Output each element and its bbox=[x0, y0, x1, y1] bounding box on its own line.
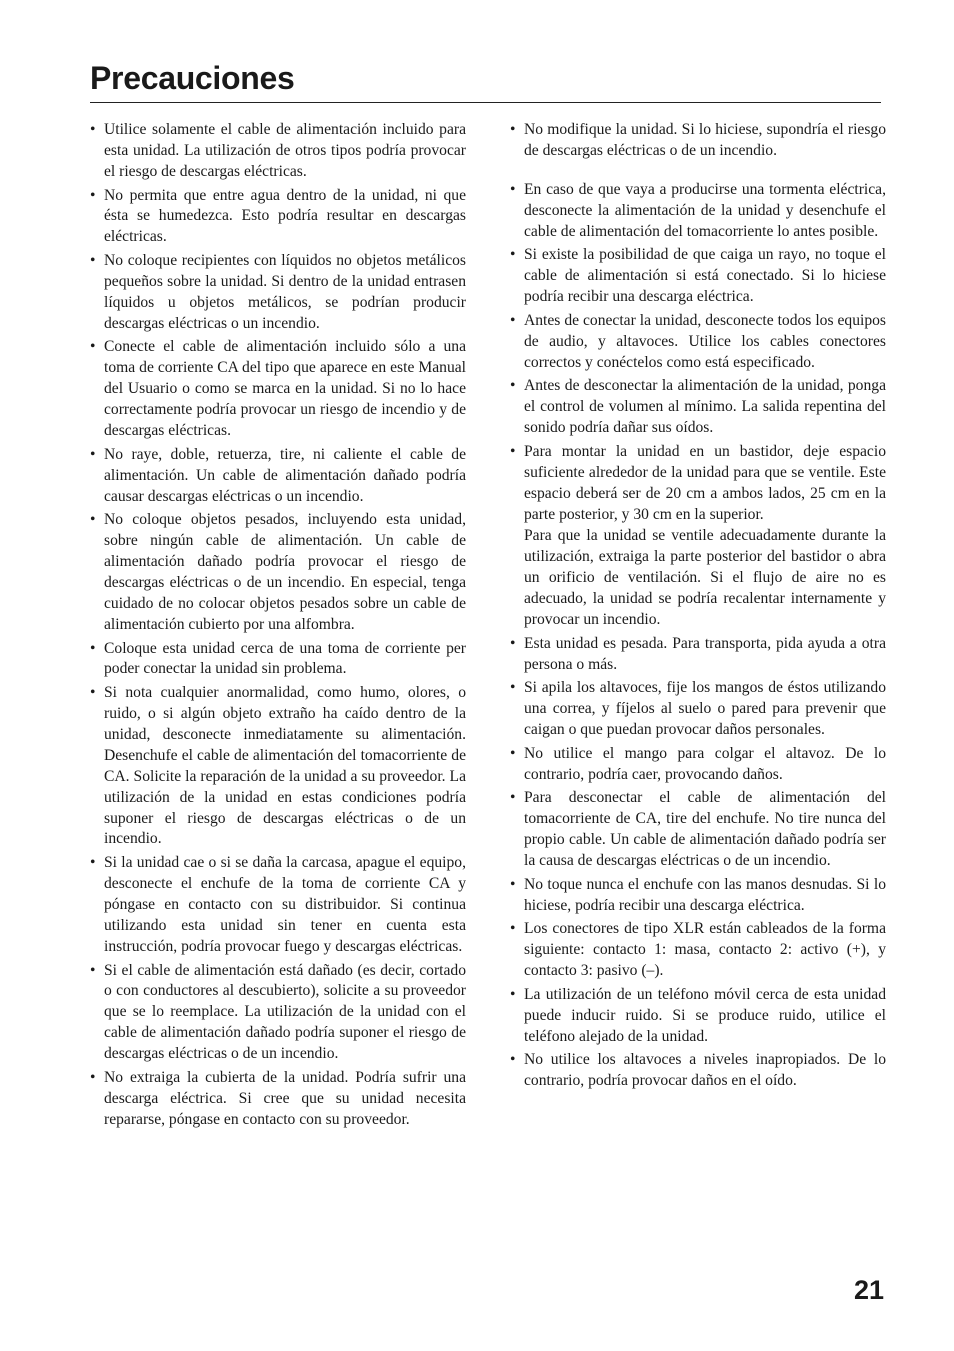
list-item-text: Para que la unidad se ventile adecuadamente durante la utilización, extraiga la parte posterior del bastidor o abra un orificio de ventilación. Si el flujo de aire no es adecuado, la unidad se podría recalentar internamente y provocar un incendio. bbox=[524, 527, 886, 628]
list-item-text: Coloque esta unidad cerca de una toma de corriente per poder conectar la unidad sin problema. bbox=[104, 639, 466, 678]
list-item-text: No modifique la unidad. Si lo hiciese, supondría el riesgo de descargas eléctricas o de un incendio. bbox=[524, 121, 886, 159]
left-column bbox=[90, 120, 466, 1133]
bullet-icon: • bbox=[510, 121, 516, 138]
list-item-continuation bbox=[510, 526, 886, 631]
list-item-text: Si existe la posibilidad de que caiga un rayo, no toque el cable de alimentación si está conectado. Si lo hiciese podría recibir una descarga eléctrica. bbox=[524, 246, 886, 306]
list-item bbox=[90, 251, 466, 335]
list-item bbox=[510, 875, 886, 917]
list-item bbox=[510, 376, 886, 439]
bullet-icon: • bbox=[510, 180, 516, 198]
bullet-icon: • bbox=[510, 442, 516, 460]
list-item bbox=[90, 961, 466, 1066]
list-item-text: No permita que entre agua dentro de la unidad, ni que ésta se humedezca. Esto podría resultar en descargas eléctricas. bbox=[104, 186, 466, 246]
list-item-text: No raye, doble, retuerza, tire, ni caliente el cable de alimentación. Un cable de alimentación dañado podría causar descargas eléctricas o un incendio. bbox=[104, 445, 466, 505]
bullet-icon: • bbox=[90, 684, 96, 702]
title-divider bbox=[90, 102, 881, 103]
bullet-icon: • bbox=[510, 311, 516, 329]
list-item-text: Si el cable de alimentación está dañado (es decir, cortado o con conductores al descubierto), solicite a su proveedor que se lo reemplace. La utilización de la unidad con el cable de alimentación dañado podría suponer el riesgo de descargas eléctricas o de un incendio. bbox=[104, 961, 466, 1063]
list-item bbox=[510, 442, 886, 526]
bullet-icon: • bbox=[510, 634, 516, 652]
list-item bbox=[90, 1068, 466, 1131]
bullet-icon: • bbox=[90, 1068, 96, 1086]
page-number: 21 bbox=[853, 1275, 884, 1305]
bullet-icon: • bbox=[90, 186, 96, 204]
bullet-icon: • bbox=[90, 854, 96, 872]
bullet-icon: • bbox=[510, 875, 516, 893]
bullet-icon: • bbox=[90, 252, 96, 270]
bullet-icon: • bbox=[90, 338, 96, 356]
list-item-text: En caso de que vaya a producirse una tormenta eléctrica, desconecte la alimentación de la unidad y desenchufe el cable de alimentación del tomacorriente lo antes posible. bbox=[524, 180, 886, 240]
list-item-text: Antes de conectar la unidad, desconecte todos los equipos de audio, y altavoces. Utilice los cables conectores correctos y conéctelos como está especificado. bbox=[524, 311, 886, 371]
list-item bbox=[510, 1050, 886, 1092]
list-item-text: No utilice el mango para colgar el altavoz. De lo contrario, podría caer, provocando daños. bbox=[524, 744, 886, 783]
right-column bbox=[510, 120, 886, 1095]
list-item-text: No coloque objetos pesados, incluyendo esta unidad, sobre ningún cable de alimentación. Un cable de alimentación dañado podría provocar el riesgo de descargas eléctricas o de un incendio. En especial, tenga cuidado de no colocar objetos pesados sobre un cable de alimentación cubierto por una alfombra. bbox=[104, 511, 466, 633]
list-item bbox=[90, 120, 466, 183]
list-item-text: Los conectores de tipo XLR están cableados de la forma siguiente: contacto 1: masa, contacto 2: activo (+), y contacto 3: pasivo (–). bbox=[524, 920, 886, 980]
bullet-icon: • bbox=[510, 985, 516, 1003]
list-item bbox=[510, 919, 886, 982]
list-item-text: Para desconectar el cable de alimentación del tomacorriente de CA, tire del enchufe. No tire nunca del propio cable. Un cable de alimentación dañado podría ser la causa de descargas eléctricas o de un incendio. bbox=[524, 789, 886, 870]
list-item-text: Conecte el cable de alimentación incluido sólo a una toma de corriente CA del tipo que aparece en este Manual del Usuario o como se marca en la unidad. Si no lo hace correctamente podría provocar un riesgo de incendio y de descargas eléctricas. bbox=[104, 338, 466, 440]
bullet-icon: • bbox=[510, 246, 516, 264]
list-item-text: Esta unidad es pesada. Para transporta, pida ayuda a otra persona o más. bbox=[524, 634, 886, 673]
bullet-icon: • bbox=[90, 445, 96, 463]
page-title: Precauciones bbox=[90, 60, 295, 96]
list-item-text: No extraiga la cubierta de la unidad. Podría sufrir una descarga eléctrica. Si cree que su unidad necesita repararse, póngase en contacto con su proveedor. bbox=[104, 1068, 466, 1128]
list-item bbox=[510, 985, 886, 1048]
list-item-text: No utilice los altavoces a niveles inapropiados. De lo contrario, podría provocar daños en el oído. bbox=[524, 1051, 886, 1090]
list-item-text: Si nota cualquier anormalidad, como humo, olores, o ruido, o si algún objeto extraño ha caído dentro de la unidad, desconecte inmediatamente su alimentación. Desenchufe el cable de alimentación del tomacorriente de CA. Solicite la reparación de la unidad a su proveedor. La utilización de la unidad en estas condiciones podría suponer el riesgo de descargas eléctricas o de un incendio. bbox=[104, 684, 466, 848]
bullet-icon: • bbox=[510, 789, 516, 807]
bullet-icon: • bbox=[510, 377, 516, 395]
list-item-text: Utilice solamente el cable de alimentación incluido para esta unidad. La utilización de otros tipos podría provocar el riesgo de descargas eléctricas. bbox=[104, 121, 466, 180]
list-item-text: La utilización de un teléfono móvil cerca de esta unidad puede inducir ruido. Si se produce ruido, utilice el teléfono alejado de la unidad. bbox=[524, 985, 886, 1045]
bullet-icon: • bbox=[90, 961, 96, 979]
bullet-icon: • bbox=[510, 920, 516, 938]
list-item bbox=[510, 744, 886, 786]
bullet-icon: • bbox=[90, 639, 96, 657]
list-item bbox=[510, 788, 886, 872]
list-item bbox=[510, 180, 886, 243]
bullet-icon: • bbox=[90, 511, 96, 529]
list-item bbox=[90, 683, 466, 850]
list-item-text: Para montar la unidad en un bastidor, deje espacio suficiente alrededor de la unidad para que se ventile. Este espacio deberá ser de 20 cm a ambos lados, 25 cm en la parte posterior, y 30 cm en la superior. bbox=[524, 442, 886, 523]
list-item bbox=[510, 678, 886, 741]
list-item bbox=[90, 337, 466, 442]
bullet-icon: • bbox=[90, 121, 96, 138]
list-item bbox=[510, 120, 886, 162]
list-item-text: Antes de desconectar la alimentación de la unidad, ponga el control de volumen al mínimo. La salida repentina del sonido podría dañar sus oídos. bbox=[524, 377, 886, 437]
list-item bbox=[510, 311, 886, 374]
list-item-text: No coloque recipientes con líquidos no objetos metálicos pequeños sobre la unidad. Si dentro de la unidad entrasen líquidos u objetos metálicos, se podrían producir descargas eléctricas o un incendio. bbox=[104, 252, 466, 332]
list-item bbox=[90, 853, 466, 958]
list-item bbox=[510, 245, 886, 308]
list-item bbox=[510, 634, 886, 676]
list-item-text: No toque nunca el enchufe con las manos desnudas. Si lo hiciese, podría recibir una descarga eléctrica. bbox=[524, 875, 886, 914]
list-item-text: Si apila los altavoces, fije los mangos de éstos utilizando una correa, y fíjelos al suelo o pared para prevenir que caigan o que puedan provocar daños personales. bbox=[524, 679, 886, 739]
list-item bbox=[90, 186, 466, 249]
list-item bbox=[90, 445, 466, 508]
list-item bbox=[90, 639, 466, 681]
bullet-icon: • bbox=[510, 679, 516, 697]
list-item bbox=[90, 510, 466, 635]
bullet-icon: • bbox=[510, 744, 516, 762]
list-item-text: Si la unidad cae o si se daña la carcasa, apague el equipo, desconecte el enchufe de la toma de corriente CA y póngase en contacto con su distribuidor. Si continua utilizando esta unidad sin tener en cuenta esta instrucción, podría provocar fuego y descargas eléctricas. bbox=[104, 854, 466, 955]
bullet-icon: • bbox=[510, 1051, 516, 1069]
